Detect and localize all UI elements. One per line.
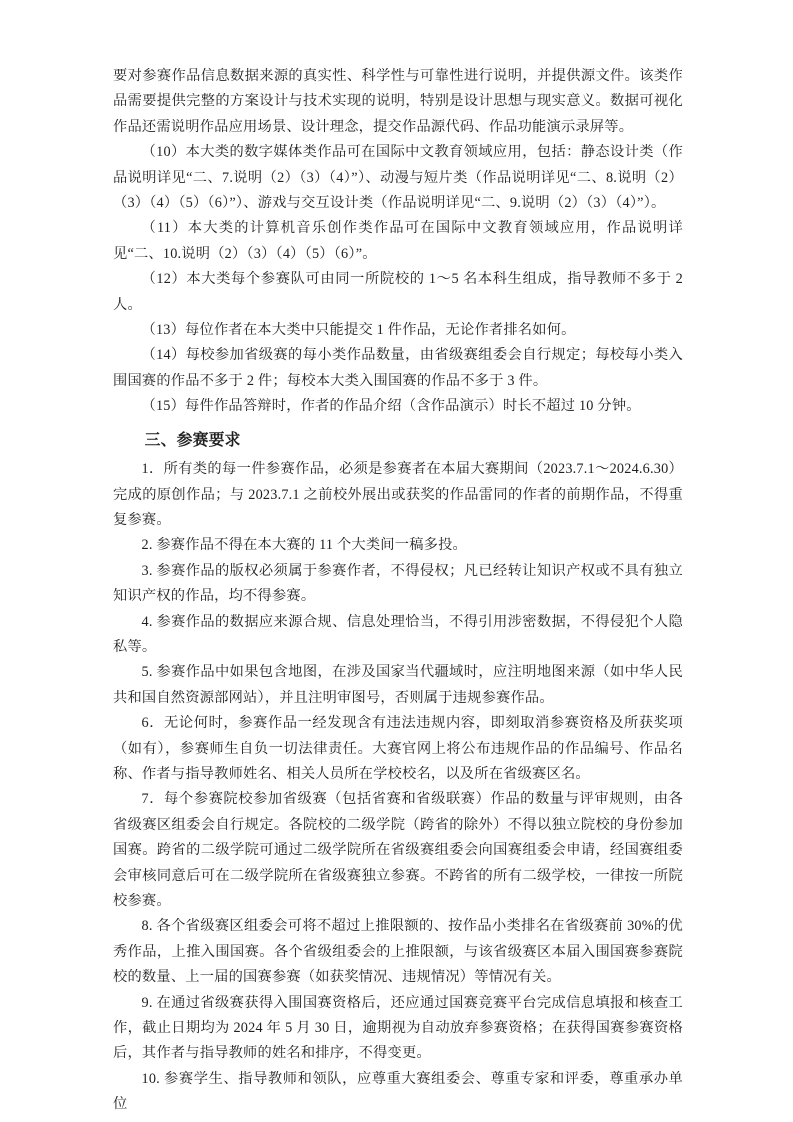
paragraph: （11）本大类的计算机音乐创作类作品可在国际中文教育领域应用，作品说明详见“二、10.说明（2）（3）（4）（5）（6）”。 [113, 220, 683, 262]
paragraph: 3. 参赛作品的版权必须属于参赛作者，不得侵权；凡已经转让知识产权或不具有独立知识产权的作品，均不得参赛。 [113, 562, 683, 605]
paragraph: （10）本大类的数字媒体类作品可在国际中文教育领域应用，包括：静态设计类（作品说明详见“二、7.说明（2）（3）（4）”）、动漫与短片类（作品说明详见“二、8.说明（2）（3）（4）（5）（6）”）、游戏与交互设计类（作品说明详见“二、9.说明（2）（3）（4）”）。 [113, 144, 683, 212]
paragraph: 5. 参赛作品中如果包含地图，在涉及国家当代疆域时，应注明地图来源（如中华人民共和国自然资源部网站），并且注明审图号，否则属于违规参赛作品。 [113, 664, 683, 706]
paragraph: 2. 参赛作品不得在本大赛的 11 个大类间一稿多投。 [141, 537, 467, 554]
paragraph: 4. 参赛作品的数据应来源合规、信息处理恰当，不得引用涉密数据，不得侵犯个人隐私等。 [113, 613, 683, 655]
document-body [113, 64, 683, 1118]
paragraph: （14）每校参加省级赛的每小类作品数量，由省级赛组委会自行规定；每校每小类入围国赛的作品不多于 2 件；每校本大类入围国赛的作品不多于 3 件。 [113, 347, 683, 389]
paragraph: 7．每个参赛院校参加省级赛（包括省赛和省级联赛）作品的数量与评审规则，由各省级赛区组委会自行规定。各院校的二级学院（跨省的除外）不得以独立院校的身份参加国赛。跨省的二级学院可通过二级学院所在省级赛组委会向国赛组委会申请，经国赛组委会审核同意后可在二级学院所在省级赛独立参赛。不跨省的所有二级学校，一律按一所院校参赛。 [113, 791, 683, 909]
paragraph: 10. 参赛学生、指导教师和领队，应尊重大赛组委会、尊重专家和评委，尊重承办单位 [113, 1070, 683, 1113]
paragraph: （13）每位作者在本大类中只能提交 1 件作品，无论作者排名如何。 [141, 322, 576, 339]
paragraph: 8. 各个省级赛区组委会可将不超过上推限额的、按作品小类排名在省级赛前 30%的优秀作品，上推入围国赛。各个省级组委会的上推限额，与该省级赛区本届入围国赛参赛院校的数量、上一届的国赛参赛（如获奖情况、违规情况）等情况有关。 [113, 918, 683, 986]
paragraph: 要对参赛作品信息数据来源的真实性、科学性与可靠性进行说明，并提供源文件。该类作品需要提供完整的方案设计与技术实现的说明，特别是设计思想与现实意义。数据可视化作品还需说明作品应用场景、设计理念，提交作品源代码、作品功能演示录屏等。 [113, 68, 683, 135]
section-heading: 三、参赛要求 [144, 431, 241, 449]
paragraph: 1．所有类的每一件参赛作品，必须是参赛者在本届大赛期间（2023.7.1～2024.6.30）完成的原创作品；与 2023.7.1 之前校外展出或获奖的作品雷同的作者的前期作品，不得重复参赛。 [113, 461, 683, 528]
paragraph: （15）每件作品答辩时，作者的作品介绍（含作品演示）时长不超过 10 分钟。 [141, 398, 641, 415]
paragraph: （12）本大类每个参赛队可由同一所院校的 1～5 名本科生组成，指导教师不多于 2 人。 [113, 271, 683, 313]
paragraph: 9. 在通过省级赛获得入围国赛资格后，还应通过国赛竞赛平台完成信息填报和核查工作，截止日期均为 2024 年 5 月 30 日，逾期视为自动放弃参赛资格；在获得国赛参赛资格后，其作者与指导教师的姓名和排序，不得变更。 [113, 994, 683, 1062]
paragraph: 6．无论何时，参赛作品一经发现含有违法违规内容，即刻取消参赛资格及所获奖项（如有），参赛师生自负一切法律责任。大赛官网上将公布违规作品的作品编号、作品名称、作者与指导教师姓名、相关人员所在学校校名，以及所在省级赛区名。 [113, 715, 683, 782]
